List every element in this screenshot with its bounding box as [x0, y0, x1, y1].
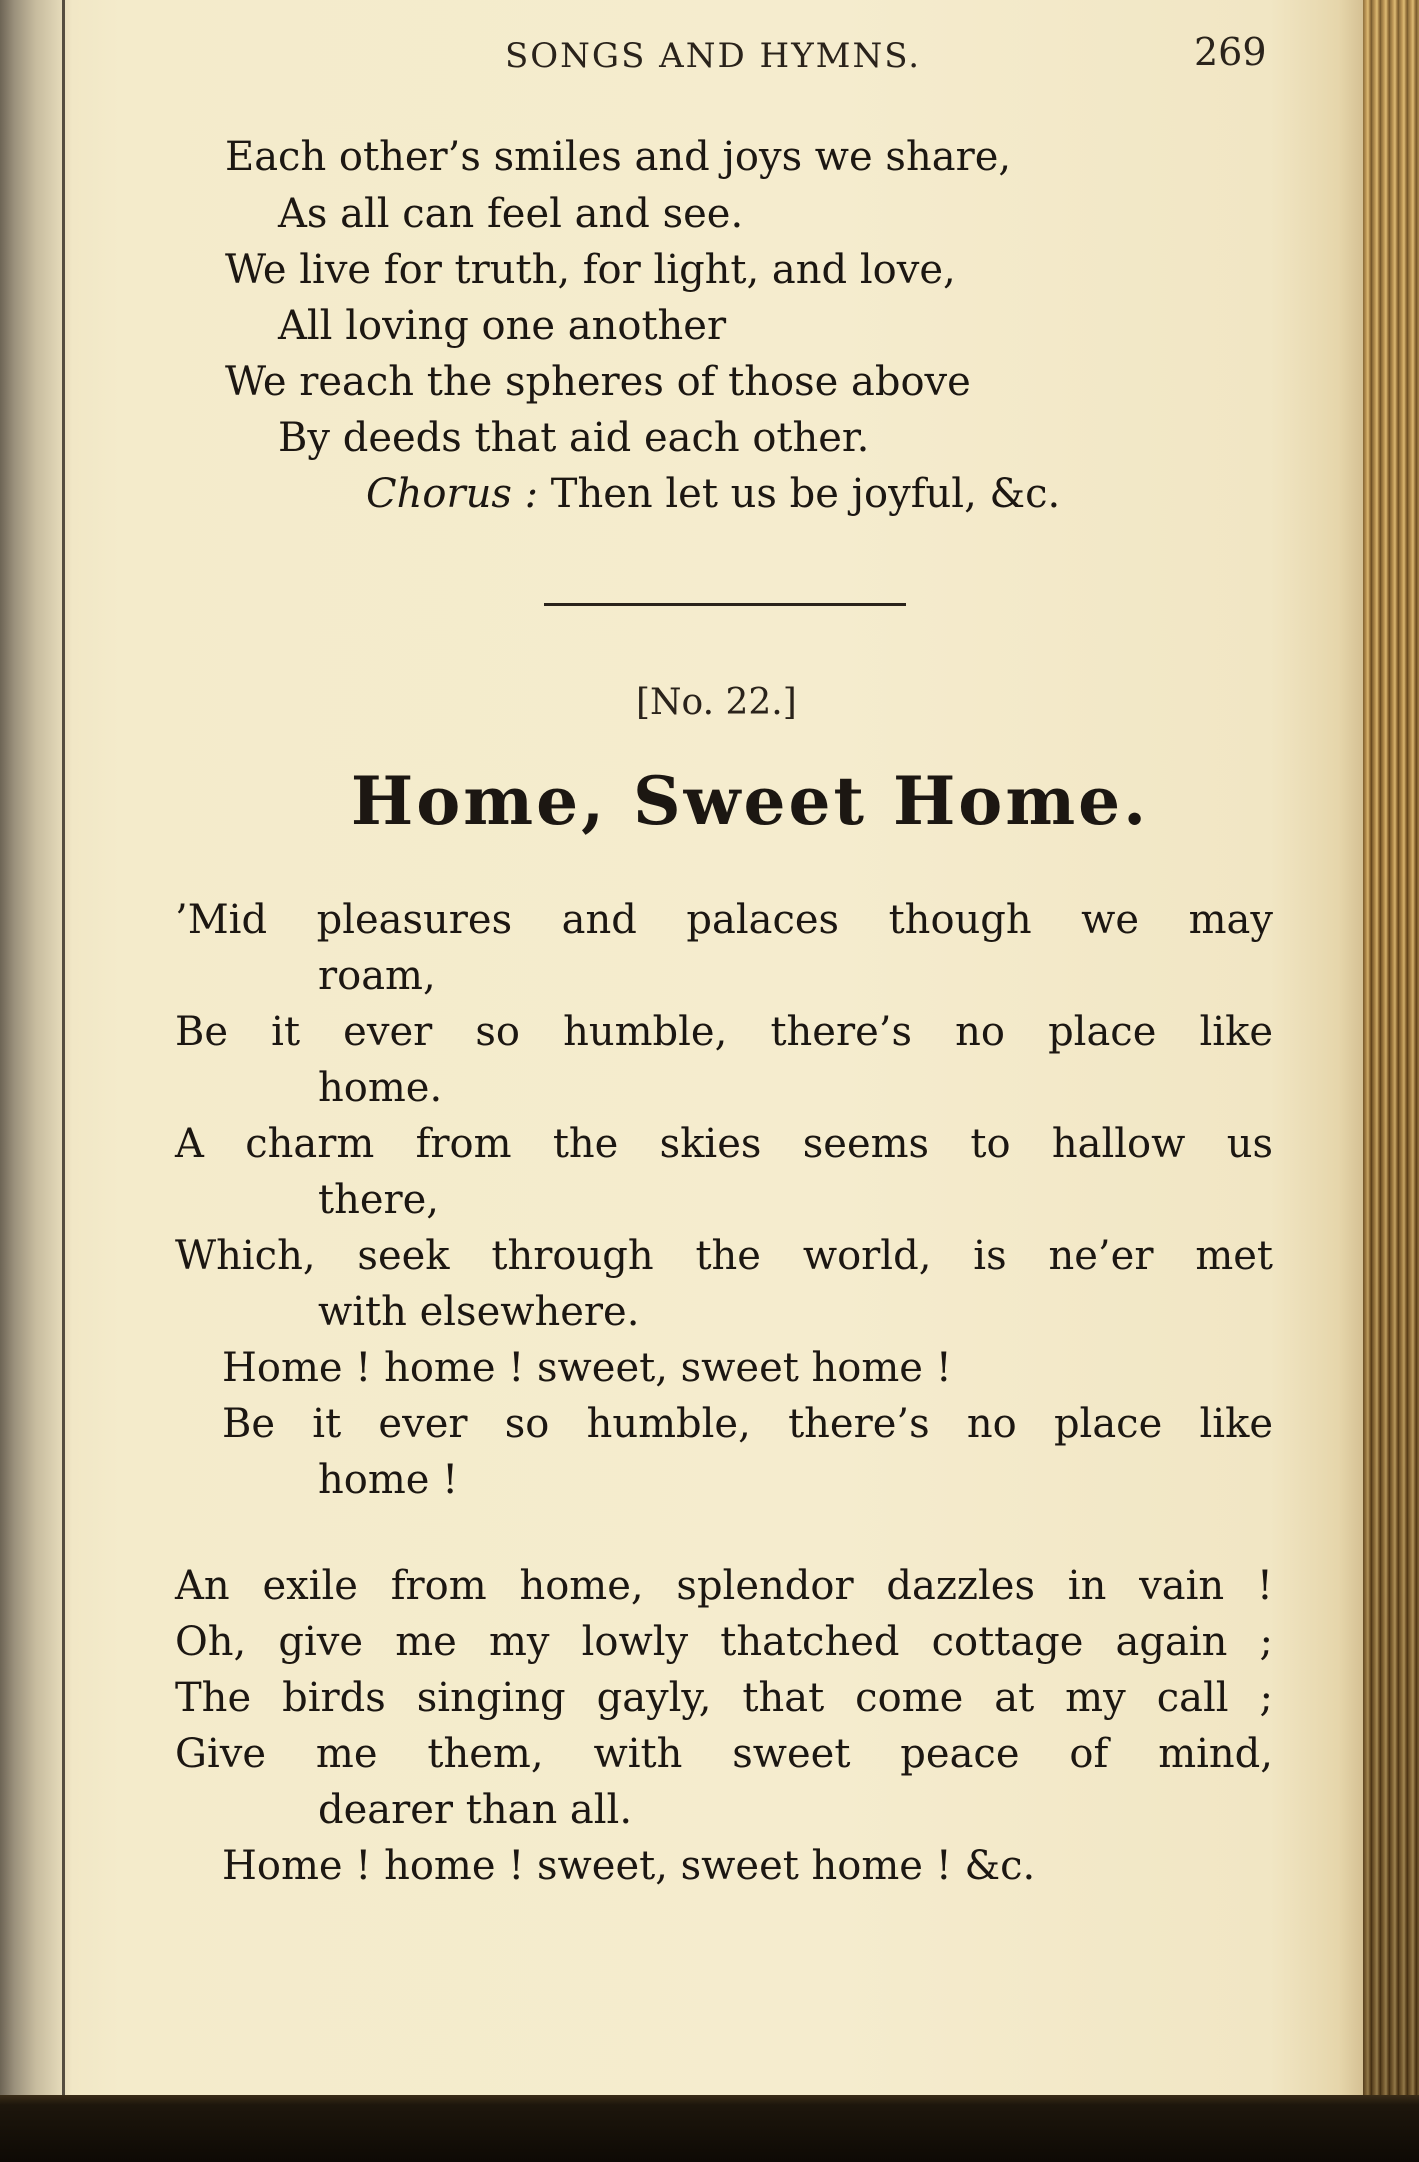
stanza-line: home. [318, 1065, 443, 1111]
chorus-text: Then let us be joyful, &c. [550, 471, 1061, 517]
chorus-label: Chorus : [366, 471, 539, 517]
running-title: SONGS AND HYMNS. [505, 36, 922, 76]
refrain-reference: Home ! home ! sweet, sweet home ! &c. [222, 1843, 1036, 1889]
stanza-line: ’Mid pleasures and palaces though we may [175, 897, 1273, 943]
binding-line [62, 0, 65, 2100]
stanza-line: An exile from home, splendor dazzles in vain ! [175, 1563, 1273, 1609]
page-edges [1363, 0, 1419, 2162]
verse-line: All loving one another [278, 303, 727, 349]
stanza-line: Give me them, with sweet peace of mind, [175, 1731, 1273, 1777]
verse-line: As all can feel and see. [278, 191, 744, 237]
stanza-line: A charm from the skies seems to hallow us [175, 1121, 1273, 1167]
verse-line: Each other’s smiles and joys we share, [225, 134, 1012, 180]
page-number: 269 [1194, 30, 1267, 74]
stanza-line: Oh, give me my lowly thatched cottage again ; [175, 1619, 1273, 1665]
hymn-number: [No. 22.] [636, 682, 797, 723]
section-divider [544, 603, 906, 606]
stanza-line: dearer than all. [318, 1787, 633, 1833]
verse-line: By deeds that aid each other. [278, 415, 870, 461]
stanza-line: Be it ever so humble, there’s no place like [175, 1009, 1273, 1055]
verse-line: We reach the spheres of those above [225, 359, 971, 405]
stanza-line: roam, [318, 953, 436, 999]
chorus-reference [366, 470, 1060, 518]
refrain-line: Home ! home ! sweet, sweet home ! [222, 1345, 952, 1391]
book-bottom-edge [0, 2095, 1419, 2162]
verse-line: We live for truth, for light, and love, [225, 247, 956, 293]
refrain-line: home ! [318, 1457, 459, 1503]
hymn-title: Home, Sweet Home. [350, 762, 1150, 840]
stanza-line: The birds singing gayly, that come at my call ; [175, 1675, 1273, 1721]
stanza-line: Which, seek through the world, is ne’er met [175, 1233, 1273, 1279]
stanza-line: there, [318, 1177, 440, 1223]
refrain-line: Be it ever so humble, there’s no place like [222, 1401, 1273, 1447]
stanza-line: with elsewhere. [318, 1289, 640, 1335]
